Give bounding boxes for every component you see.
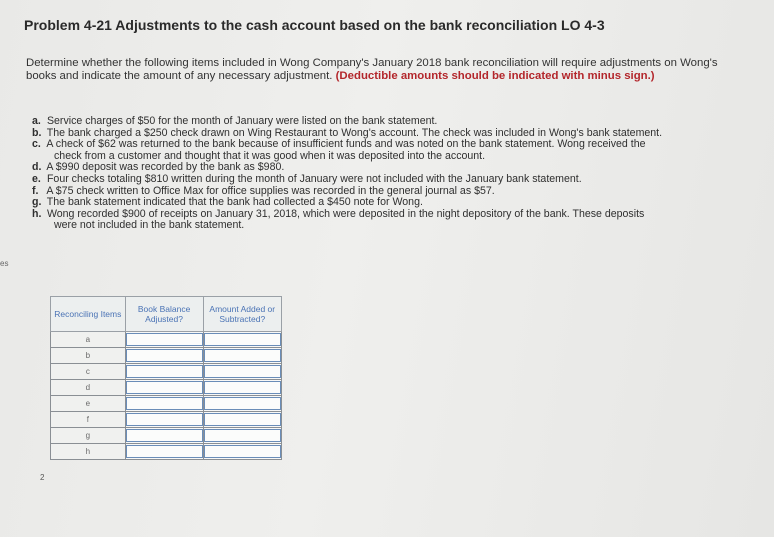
table-row [51, 396, 282, 412]
table-row [51, 364, 282, 380]
book-balance-input[interactable] [126, 349, 203, 362]
list-item: e. Four checks totaling $810 written during the month of January were not included with the January bank statement. [32, 172, 582, 185]
book-balance-input[interactable] [126, 333, 203, 346]
list-item: c. A check of $62 was returned to the bank because of insufficient funds and was noted on the bank statement. Wong received the check from a customer and thought that it was good when it was deposited into the account. [32, 138, 646, 162]
list-item: h. Wong recorded $900 of receipts on January 31, 2018, which were deposited in the night depository of the bank. These deposits were not included in the bank statement. [32, 207, 645, 232]
reconciliation-table [50, 296, 282, 460]
column-header-reconciling-items: Reconciling Items [51, 297, 126, 332]
book-balance-input[interactable] [126, 397, 203, 410]
amount-input[interactable] [204, 349, 282, 362]
amount-input[interactable] [204, 365, 282, 378]
table-row [51, 412, 282, 428]
amount-input[interactable] [204, 397, 282, 410]
row-label: c [51, 364, 126, 380]
list-item: a. Service charges of $50 for the month of January were listed on the bank statement. [32, 115, 438, 127]
instructions [26, 57, 746, 83]
row-label: b [51, 348, 126, 364]
list-item: g. The bank statement indicated that the bank had collected a $450 note for Wong. [32, 196, 423, 209]
table-row [51, 444, 282, 460]
amount-input[interactable] [204, 429, 282, 442]
instructions-text: Determine whether the following items included in Wong Company's January 2018 bank reconciliation will require adjustments on Wong's books and indicate the amount of any necessary adjustment. [26, 57, 718, 82]
book-balance-input[interactable] [126, 429, 203, 442]
reconciliation-items-list [32, 116, 752, 232]
table-row [51, 380, 282, 396]
row-label: d [51, 380, 126, 396]
row-label: h [51, 444, 126, 460]
table-row [51, 332, 282, 348]
row-label: g [51, 428, 126, 444]
book-balance-input[interactable] [126, 365, 203, 378]
edge-text: es [0, 259, 9, 268]
stray-mark: 2 [40, 473, 45, 482]
table-row [51, 348, 282, 364]
amount-input[interactable] [204, 333, 282, 346]
table-row [51, 428, 282, 444]
row-label: a [51, 332, 126, 348]
book-balance-input[interactable] [126, 413, 203, 426]
problem-title: Problem 4-21 Adjustments to the cash account based on the bank reconciliation LO 4-3 [24, 17, 605, 33]
list-item: d. A $990 deposit was recorded by the bank as $980. [32, 161, 285, 174]
amount-input[interactable] [204, 445, 282, 458]
book-balance-input[interactable] [126, 381, 203, 394]
column-header-book-balance: Book Balance Adjusted? [125, 297, 203, 332]
row-label: e [51, 396, 126, 412]
list-item: f. A $75 check written to Office Max for office supplies was recorded in the general journal as $57. [32, 184, 495, 197]
amount-input[interactable] [204, 381, 282, 394]
instructions-note: (Deductible amounts should be indicated with minus sign.) [335, 70, 655, 82]
book-balance-input[interactable] [126, 445, 203, 458]
column-header-amount: Amount Added or Subtracted? [203, 297, 282, 332]
row-label: f [51, 412, 126, 428]
amount-input[interactable] [204, 413, 282, 426]
list-item: b. The bank charged a $250 check drawn on Wing Restaurant to Wong's account. The check was included in Wong's bank statement. [32, 126, 663, 139]
